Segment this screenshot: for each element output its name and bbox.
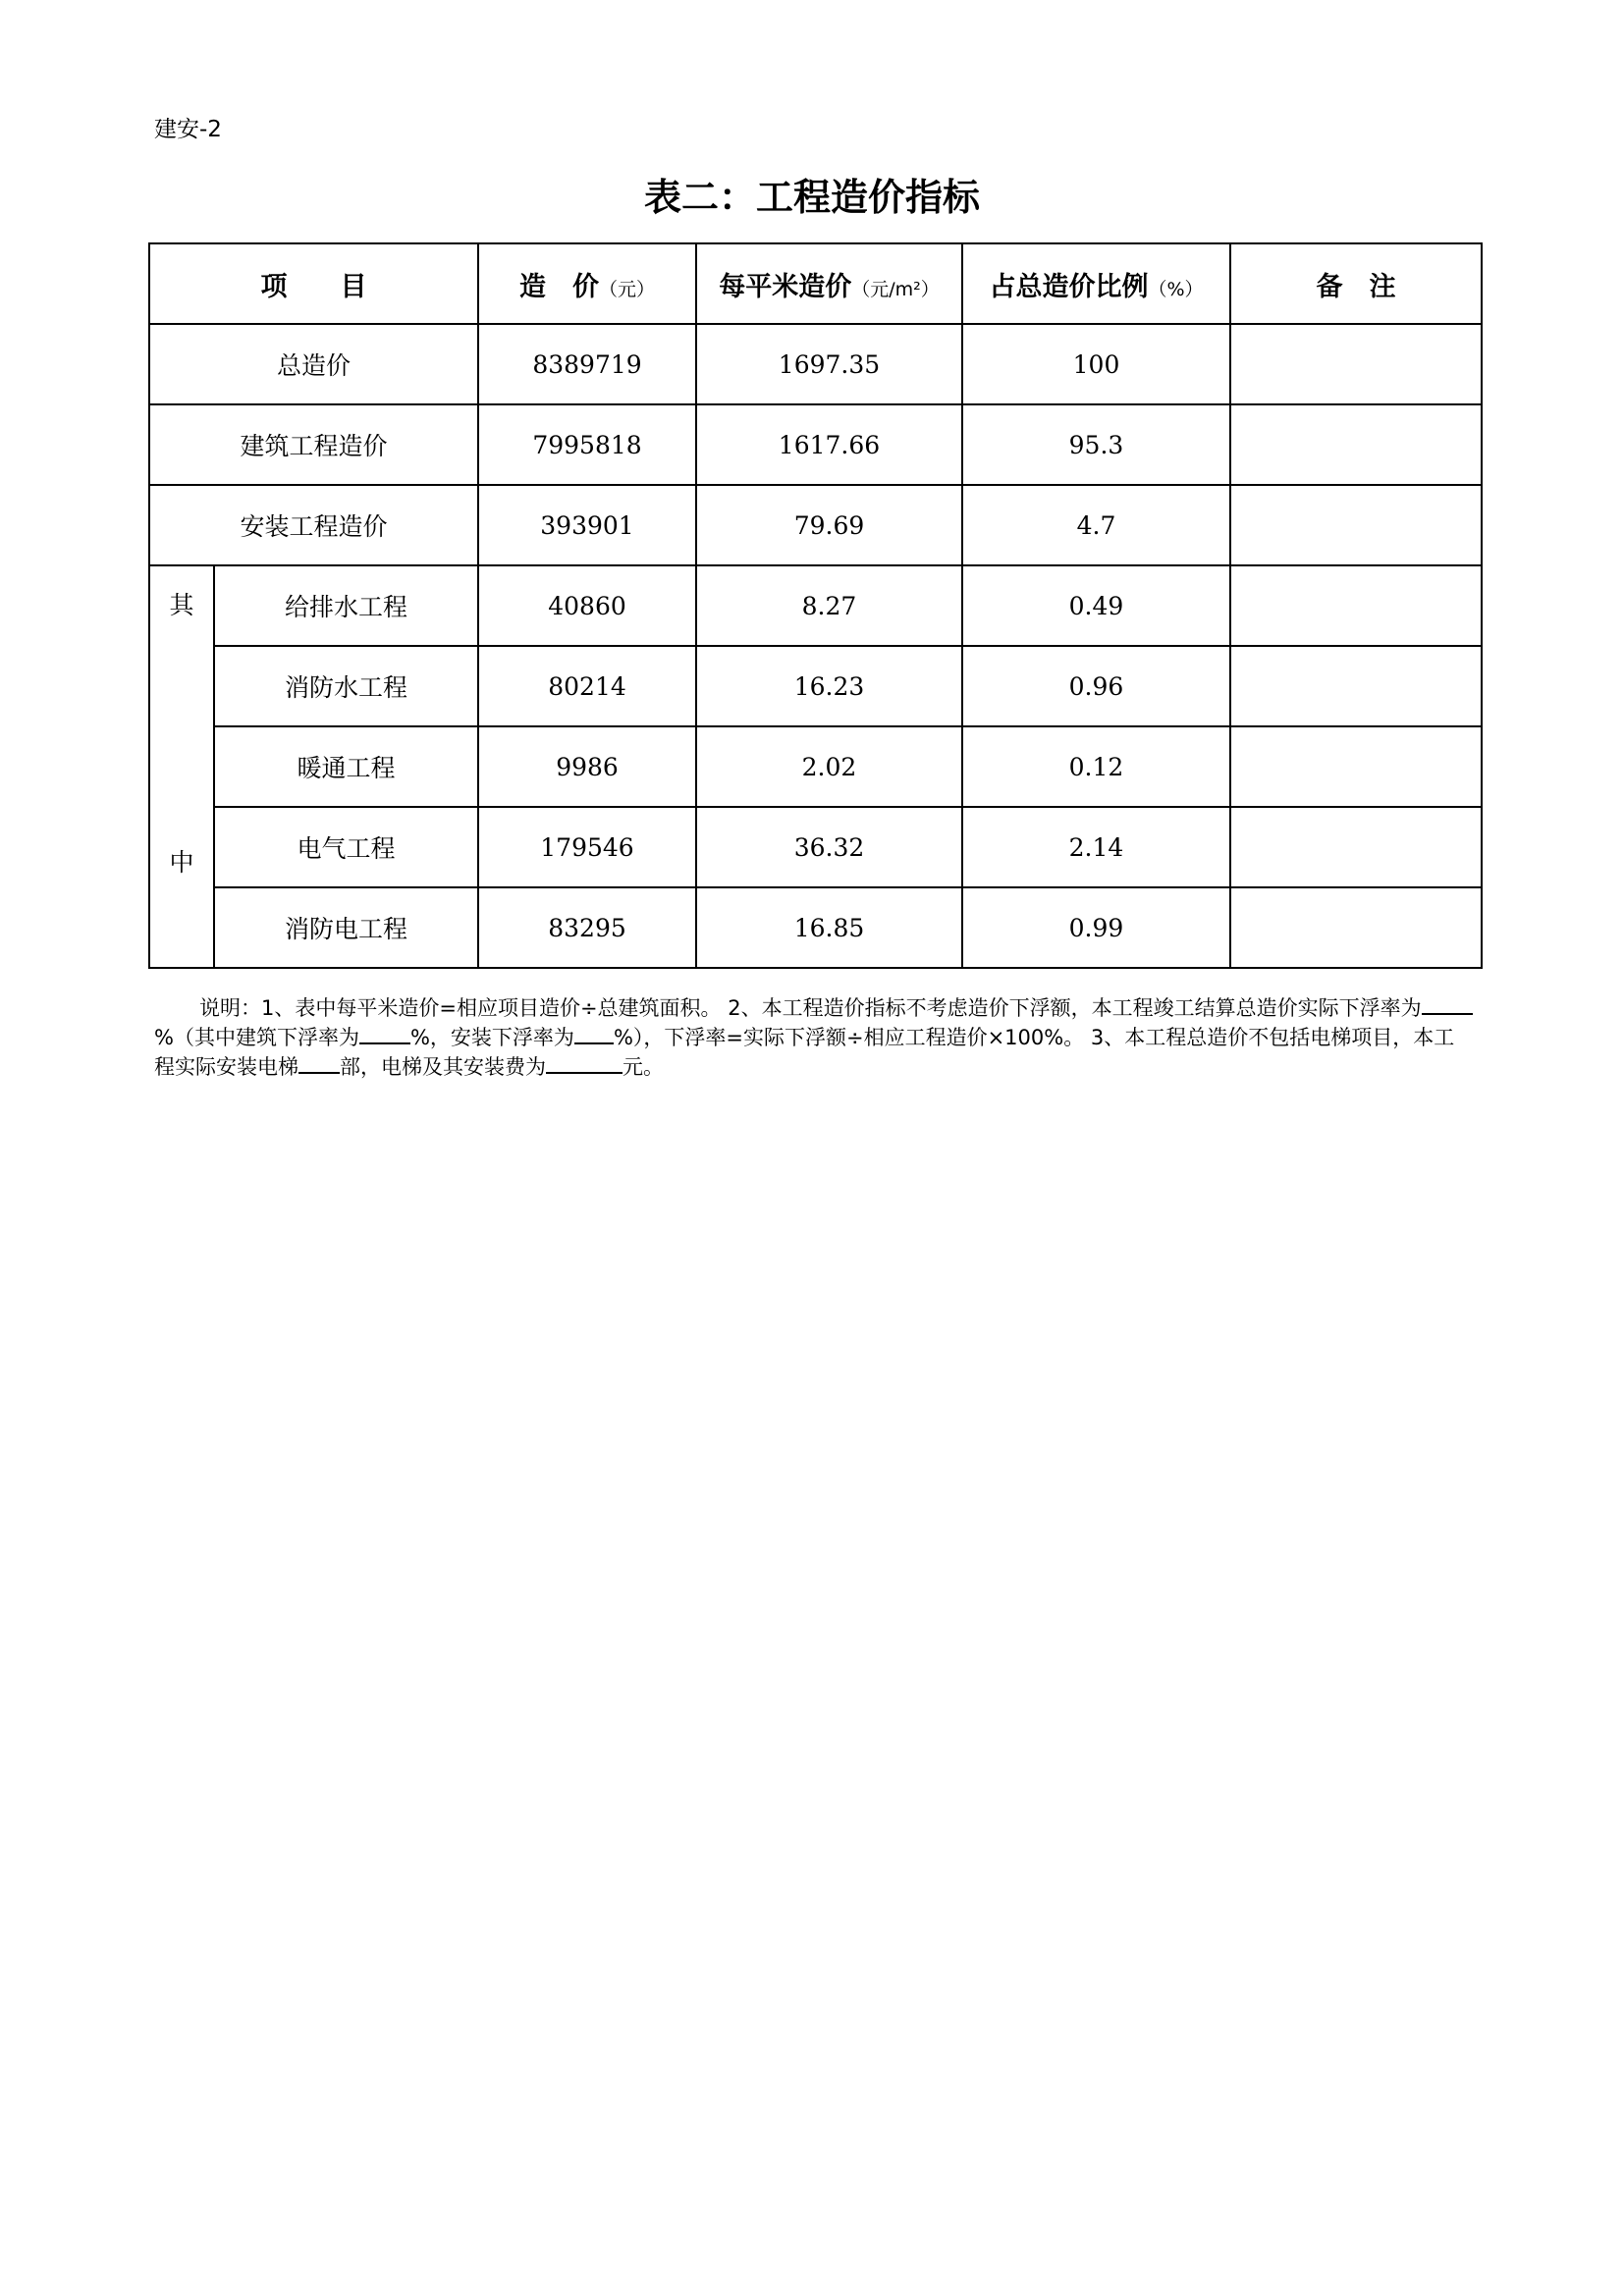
per-sqm-cell: 1697.35	[696, 324, 962, 404]
table-row	[149, 404, 1482, 485]
cost-cell: 83295	[478, 887, 696, 968]
table-row	[149, 887, 1482, 968]
explanatory-note: 说明：1、表中每平米造价=相应项目造价÷总建筑面积。 2、本工程造价指标不考虑造价下浮额，本工程竣工结算总造价实际下浮率为%（其中建筑下浮率为 %，安装下浮率为 %），下浮率=实际下浮额÷相应工程造价×100%。 3、本工程总造价不包括电梯项目，本工程实际安装电梯 部，电梯及其安装费为 元。	[154, 993, 1475, 1082]
remark-cell	[1230, 726, 1482, 807]
header-remark: 备 注	[1230, 243, 1482, 324]
row-label: 建筑工程造价	[149, 404, 478, 485]
per-sqm-cell: 16.85	[696, 887, 962, 968]
cost-cell: 7995818	[478, 404, 696, 485]
header-row	[149, 243, 1482, 324]
blank-elevator-fee	[546, 1052, 623, 1074]
blank-install-rate	[574, 1023, 614, 1044]
per-sqm-cell: 8.27	[696, 565, 962, 646]
cost-cell: 8389719	[478, 324, 696, 404]
ratio-cell: 0.96	[962, 646, 1230, 726]
cost-index-table	[148, 242, 1483, 969]
group-label-cell	[149, 565, 214, 968]
ratio-cell: 0.49	[962, 565, 1230, 646]
cost-cell: 179546	[478, 807, 696, 887]
row-label: 消防水工程	[214, 646, 478, 726]
per-sqm-cell: 79.69	[696, 485, 962, 565]
row-label: 总造价	[149, 324, 478, 404]
remark-cell	[1230, 485, 1482, 565]
group-label-bottom: 中	[169, 848, 194, 877]
remark-cell	[1230, 646, 1482, 726]
table-row	[149, 726, 1482, 807]
cost-cell: 40860	[478, 565, 696, 646]
cost-cell: 393901	[478, 485, 696, 565]
row-label: 安装工程造价	[149, 485, 478, 565]
table-row	[149, 565, 1482, 646]
remark-cell	[1230, 807, 1482, 887]
ratio-cell: 100	[962, 324, 1230, 404]
document-code: 建安-2	[154, 117, 222, 142]
row-label: 给排水工程	[214, 565, 478, 646]
ratio-cell: 0.99	[962, 887, 1230, 968]
ratio-cell: 2.14	[962, 807, 1230, 887]
remark-cell	[1230, 887, 1482, 968]
header-item: 项 目	[149, 243, 478, 324]
blank-elevator-count	[298, 1052, 340, 1074]
cost-cell: 80214	[478, 646, 696, 726]
row-label: 电气工程	[214, 807, 478, 887]
group-label-top: 其	[169, 591, 194, 619]
per-sqm-cell: 36.32	[696, 807, 962, 887]
table-row	[149, 807, 1482, 887]
cost-cell: 9986	[478, 726, 696, 807]
remark-cell	[1230, 324, 1482, 404]
blank-total-rate	[1422, 993, 1473, 1015]
ratio-cell: 4.7	[962, 485, 1230, 565]
remark-cell	[1230, 565, 1482, 646]
table-row	[149, 324, 1482, 404]
table-row	[149, 646, 1482, 726]
header-per-sqm: 每平米造价（元/m²）	[696, 243, 962, 324]
per-sqm-cell: 2.02	[696, 726, 962, 807]
ratio-cell: 0.12	[962, 726, 1230, 807]
page-title: 表二：工程造价指标	[643, 176, 980, 219]
blank-building-rate	[359, 1023, 410, 1044]
per-sqm-cell: 1617.66	[696, 404, 962, 485]
row-label: 消防电工程	[214, 887, 478, 968]
header-ratio: 占总造价比例（%）	[962, 243, 1230, 324]
per-sqm-cell: 16.23	[696, 646, 962, 726]
table-row	[149, 485, 1482, 565]
remark-cell	[1230, 404, 1482, 485]
ratio-cell: 95.3	[962, 404, 1230, 485]
header-cost: 造 价（元）	[478, 243, 696, 324]
row-label: 暖通工程	[214, 726, 478, 807]
